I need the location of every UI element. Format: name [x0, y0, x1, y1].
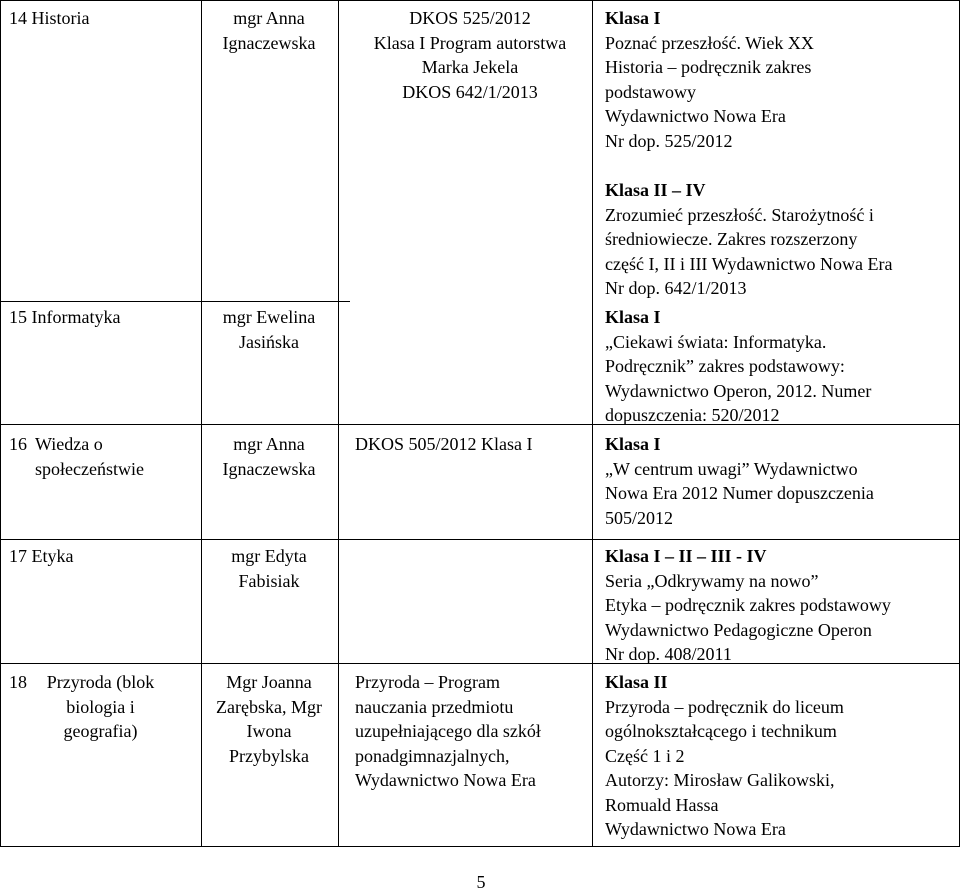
class-label: Klasa I [605, 8, 661, 28]
textbook-line: Wydawnictwo Pedagogiczne Operon [605, 619, 872, 640]
textbook-cell [605, 432, 955, 530]
table-border-left [0, 0, 1, 847]
textbook-line: Przyroda – podręcznik do liceum [605, 696, 844, 717]
textbook-cell [605, 670, 955, 842]
program-line: DKOS 505/2012 Klasa I [355, 434, 533, 454]
subject-line: geografia) [63, 721, 138, 741]
row-number: 18 [9, 672, 27, 692]
teacher-line: Zarębska, Mgr [216, 696, 322, 717]
subject-name [33, 670, 168, 744]
row-number-subject [9, 305, 199, 330]
textbook-cell [605, 305, 955, 428]
teacher-cell [205, 305, 333, 354]
textbook-line: 505/2012 [605, 507, 674, 528]
subject-name: Historia [31, 8, 90, 28]
row-number: 17 [9, 546, 27, 566]
program-line: uzupełniającego dla szkół [355, 721, 541, 741]
subject-line: Wiedza o [35, 434, 103, 454]
textbook-cell [605, 6, 955, 153]
program-cell [355, 670, 595, 793]
textbook-line: Etyka – podręcznik zakres podstawowy [605, 595, 891, 615]
row-number: 14 [9, 8, 27, 28]
teacher-line: Jasińska [239, 331, 299, 352]
row-number: 16 [9, 434, 27, 454]
program-cell [355, 432, 595, 457]
subject-name: Informatyka [31, 307, 121, 327]
program-line: Wydawnictwo Nowa Era [355, 770, 536, 790]
textbook-line: Podręcznik” zakres podstawowy: [605, 356, 845, 376]
textbook-cell [605, 178, 955, 301]
textbook-line: Nr dop. 642/1/2013 [605, 278, 747, 298]
row-divider-17 [0, 539, 960, 540]
column-divider-1 [201, 0, 202, 847]
program-cell [350, 6, 590, 104]
teacher-line: mgr Anna [233, 434, 305, 454]
row-number-subject [9, 6, 199, 31]
textbook-line: „Ciekawi świata: Informatyka. [605, 331, 827, 352]
textbook-line: Nowa Era 2012 Numer dopuszczenia [605, 483, 874, 503]
column-divider-2 [338, 0, 339, 847]
textbook-line: Poznać przeszłość. Wiek XX [605, 32, 814, 53]
teacher-line: Ignaczewska [222, 458, 316, 479]
row-number: 15 [9, 307, 27, 327]
textbook-line: Romuald Hassa [605, 794, 719, 815]
textbook-line: podstawowy [605, 81, 696, 102]
teacher-cell [205, 6, 333, 55]
subject-line: biologia i [66, 696, 135, 717]
textbook-line: Wydawnictwo Nowa Era [605, 106, 786, 126]
teacher-line: Iwona [246, 721, 292, 741]
program-line: Klasa I Program autorstwa [373, 32, 567, 53]
class-label: Klasa I [605, 307, 661, 327]
subject-name [35, 432, 195, 481]
teacher-line: mgr Anna [233, 8, 305, 28]
textbook-line: Nr dop. 525/2012 [605, 130, 733, 151]
textbook-line: Nr dop. 408/2011 [605, 644, 732, 664]
textbook-line: Historia – podręcznik zakres [605, 57, 812, 77]
row-divider-15 [0, 301, 350, 302]
textbook-line: „W centrum uwagi” Wydawnictwo [605, 458, 858, 479]
textbook-line: Wydawnictwo Nowa Era [605, 819, 786, 839]
textbook-line: ogólnokształcącego i technikum [605, 721, 837, 741]
class-label: Klasa I – II – III - IV [605, 546, 767, 566]
class-label: Klasa I [605, 434, 661, 454]
teacher-line: Ignaczewska [222, 32, 316, 53]
teacher-cell [205, 432, 333, 481]
subject-line: społeczeństwie [35, 458, 144, 479]
page-number: 5 [476, 872, 486, 892]
teacher-line: Fabisiak [238, 570, 300, 591]
textbook-line: średniowiecze. Zakres rozszerzony [605, 229, 858, 249]
class-label: Klasa II [605, 672, 668, 692]
teacher-line: Przybylska [229, 745, 309, 766]
table-border-bottom [0, 846, 960, 847]
program-line: DKOS 642/1/2013 [402, 81, 538, 102]
teacher-cell [205, 544, 333, 593]
program-line: DKOS 525/2012 [409, 8, 531, 28]
textbook-line: Wydawnictwo Operon, 2012. Numer [605, 380, 872, 401]
program-line: ponadgimnazjalnych, [355, 745, 510, 766]
class-label: Klasa II – IV [605, 180, 706, 200]
textbook-line: część I, II i III Wydawnictwo Nowa Era [605, 253, 893, 274]
program-line: Przyroda – Program [355, 672, 500, 692]
row-number-subject [9, 544, 199, 569]
textbook-line: Część 1 i 2 [605, 745, 685, 766]
textbook-line: Zrozumieć przeszłość. Starożytność i [605, 204, 874, 225]
teacher-line: mgr Edyta [231, 546, 307, 566]
program-line: nauczania przedmiotu [355, 696, 514, 717]
table-border-top [0, 0, 960, 1]
subject-name: Etyka [31, 546, 74, 566]
textbook-line: Seria „Odkrywamy na nowo” [605, 570, 819, 591]
teacher-line: Mgr Joanna [226, 672, 312, 692]
textbook-cell [605, 544, 955, 667]
subject-line: Przyroda (blok [46, 672, 155, 692]
teacher-cell [205, 670, 333, 768]
teacher-line: mgr Ewelina [222, 307, 316, 327]
textbook-line: Autorzy: Mirosław Galikowski, [605, 770, 835, 790]
program-line: Marka Jekela [421, 57, 519, 77]
textbook-line: dopuszczenia: 520/2012 [605, 405, 780, 425]
